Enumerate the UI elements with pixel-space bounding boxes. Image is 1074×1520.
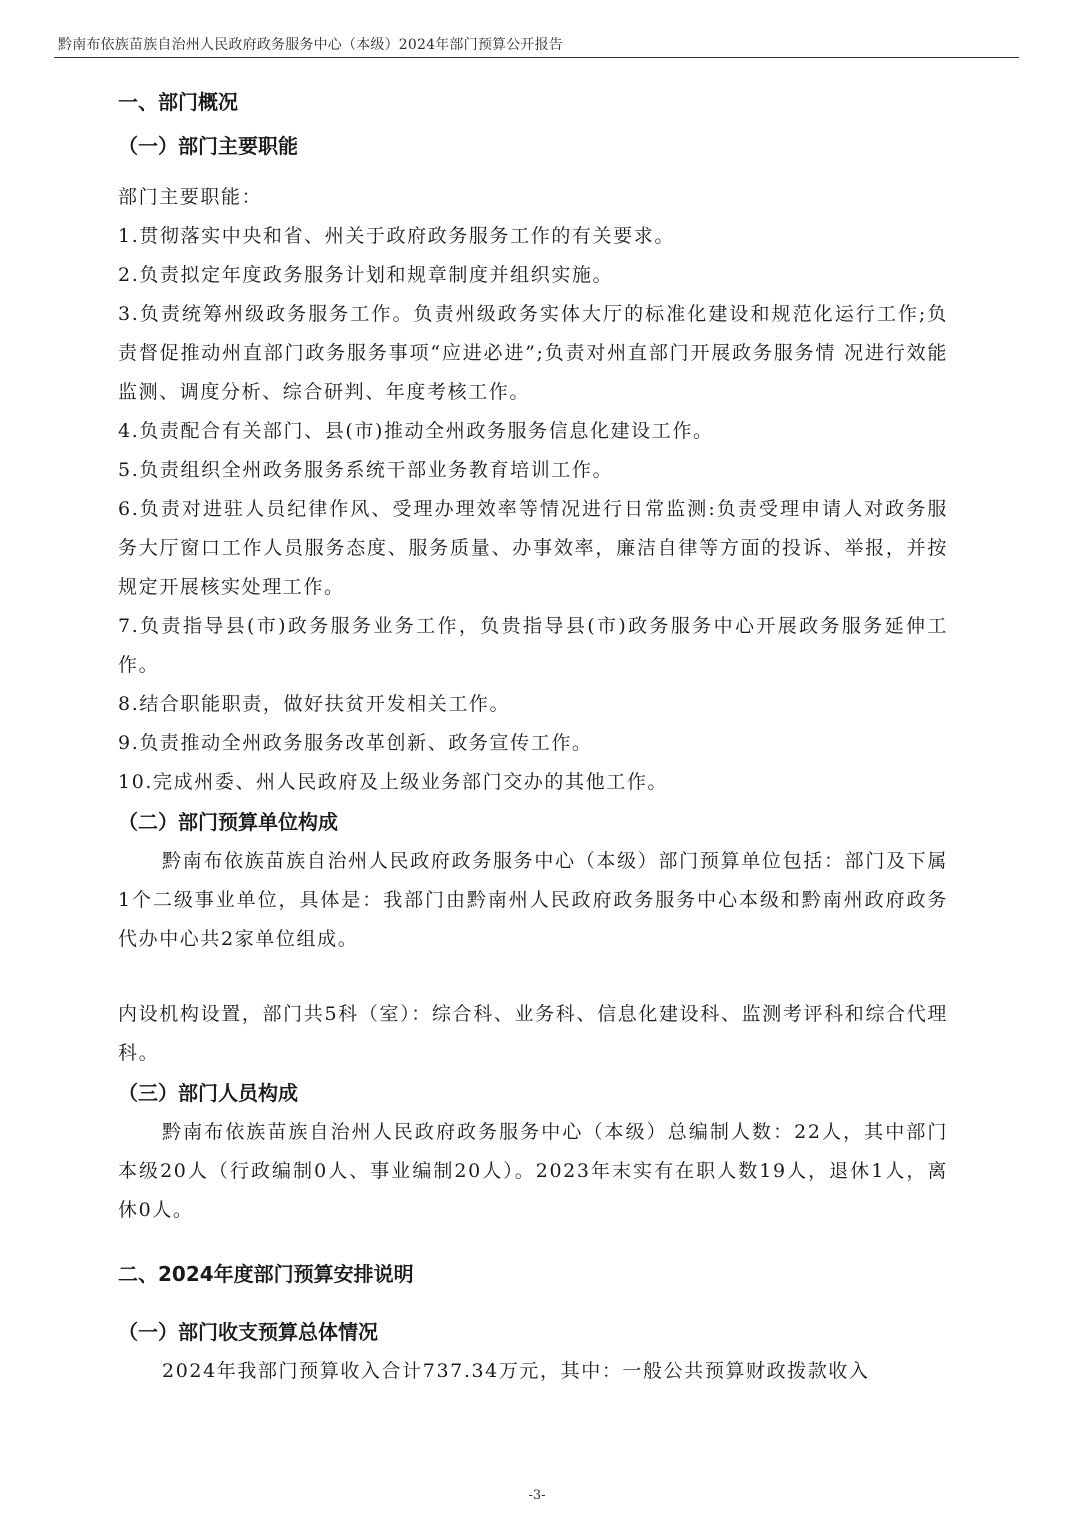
function-item-5: 5.负责组织全州政务服务系统干部业务教育培训工作。 bbox=[118, 459, 614, 481]
section-2-1-title: （一）部门收支预算总体情况 bbox=[118, 1320, 378, 1344]
page-number: -3- bbox=[528, 1488, 546, 1503]
section-1-3-title: （三）部门人员构成 bbox=[118, 1081, 298, 1105]
function-item-8: 8.结合职能职责，做好扶贫开发相关工作。 bbox=[118, 693, 511, 715]
function-item-7: 7.负责指导县(市)政务服务业务工作，负贵指导县(市)政务服务中心开展政务服务延伸工作。 bbox=[118, 615, 948, 676]
section-1-1-title: （一）部门主要职能 bbox=[118, 134, 298, 158]
page-body bbox=[118, 82, 948, 1391]
internal-structure-paragraph: 内设机构设置，部门共5科（室）：综合科、业务科、信息化建设科、监测考评科和综合代理科。 bbox=[118, 1003, 948, 1064]
functions-intro: 部门主要职能： bbox=[118, 186, 263, 208]
section-2-title: 二、2024年度部门预算安排说明 bbox=[118, 1262, 414, 1286]
staffing-paragraph: 黔南布依族苗族自治州人民政府政务服务中心（本级）总编制人数：22人，其中部门本级20人（行政编制0人、事业编制20人）。2023年末实有在职人数19人，退休1人，离休0人。 bbox=[118, 1121, 948, 1221]
budget-overview-paragraph: 2024年我部门预算收入合计737.34万元，其中：一般公共预算财政拨款收入 bbox=[162, 1360, 870, 1382]
function-item-1: 1.贯彻落实中央和省、州关于政府政务服务工作的有关要求。 bbox=[118, 225, 675, 247]
function-item-2: 2.负责拟定年度政务服务计划和规章制度并组织实施。 bbox=[118, 264, 614, 286]
header-divider bbox=[54, 57, 1019, 58]
function-item-10: 10.完成州委、州人民政府及上级业务部门交办的其他工作。 bbox=[118, 771, 669, 793]
function-item-9: 9.负责推动全州政务服务改革创新、政务宣传工作。 bbox=[118, 732, 593, 754]
budget-units-paragraph: 黔南布依族苗族自治州人民政府政务服务中心（本级）部门预算单位包括：部门及下属1个二级事业单位，具体是：我部门由黔南州人民政府政务服务中心本级和黔南州政府政务代办中心共2家单位组成。 bbox=[118, 850, 948, 950]
section-1-title: 一、部门概况 bbox=[118, 90, 238, 114]
function-item-4: 4.负责配合有关部门、县(市)推动全州政务服务信息化建设工作。 bbox=[118, 420, 714, 442]
function-item-3: 3.负责统筹州级政务服务工作。负责州级政务实体大厅的标准化建设和规范化运行工作;负责督促推动州直部门政务服务事项“应进必进”;负责对州直部门开展政务服务情 况进行效能监测、调度分析、综合研判、年度考核工作。 bbox=[118, 303, 948, 403]
function-item-6: 6.负责对进驻人员纪律作风、受理办理效率等情况进行日常监测:负责受理申请人对政务服务大厅窗口工作人员服务态度、服务质量、办事效率，廉洁自律等方面的投诉、举报，并按规定开展核实处理工作。 bbox=[118, 498, 948, 598]
section-1-2-title: （二）部门预算单位构成 bbox=[118, 810, 338, 834]
running-header: 黔南布依族苗族自治州人民政府政务服务中心（本级）2024年部门预算公开报告 bbox=[58, 37, 564, 53]
